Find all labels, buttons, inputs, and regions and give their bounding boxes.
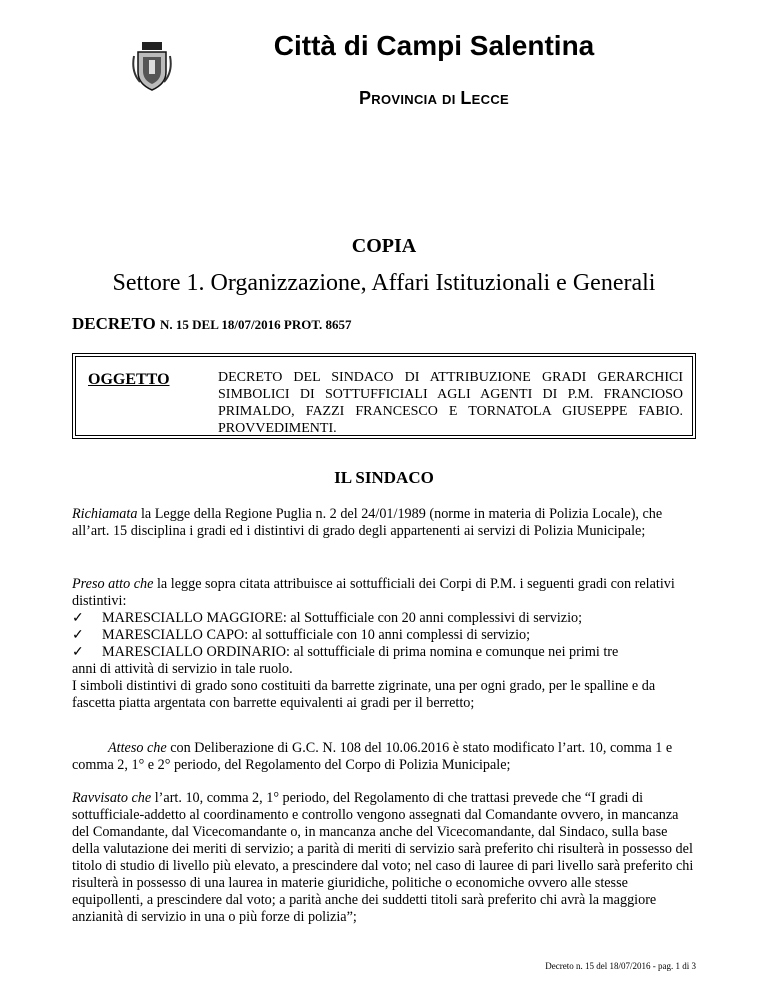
- paragraph-richiamata: [72, 506, 696, 540]
- paragraph-atteso: [72, 740, 696, 774]
- paragraph-ravvisato: [72, 790, 696, 926]
- preso-atto-text: la legge sopra citata attribuisce ai sottufficiali dei Corpi di P.M. i seguenti gradi con relativi distintivi:: [72, 576, 675, 609]
- oggetto-text: DECRETO DEL SINDACO DI ATTRIBUZIONE GRADI GERARCHICI SIMBOLICI DI SOTTUFFICIALI AGLI AGENTI DI P.M. FRANCIOSO PRIMALDO, FAZZI FRANCESCO E TORNATOLA GIUSEPPE FABIO. PROVVEDIMENTI.: [218, 370, 683, 436]
- checkmark-icon: ✓: [72, 644, 84, 660]
- list-item: [72, 627, 696, 644]
- checkmark-icon: ✓: [72, 627, 84, 643]
- richiamata-text: la Legge della Regione Puglia n. 2 del 24/01/1989 (norme in materia di Polizia Locale), che all’art. 15 disciplina i gradi ed i distintivi di grado degli appartenenti ai servizi di Polizia Municipale;: [72, 506, 663, 539]
- province-rest: ROVINCIA: [371, 92, 438, 107]
- province-subtitle: [0, 88, 768, 109]
- decreto-details: N. 15 DEL 18/07/2016 PROT. 8657: [160, 317, 352, 332]
- preso-atto-tail: I simboli distintivi di grado sono costituiti da barrette zigrinate, una per ogni grado, per le spalline e da fascetta piatta argentata con barrette equivalenti ai gradi per il berretto;: [72, 678, 656, 711]
- copia-heading: COPIA: [351, 235, 417, 257]
- city-title: Città di Campi Salentina: [273, 30, 595, 61]
- preso-atto-intro: [72, 576, 696, 610]
- preso-atto-lead: Preso atto che: [72, 576, 154, 592]
- atteso-text: con Deliberazione di G.C. N. 108 del 10.06.2016 è stato modificato l’art. 10, comma 1 e comma 2, 1° e 2° periodo, del Regolamento del Corpo di Polizia Municipale;: [72, 740, 673, 773]
- list-item: [72, 610, 696, 627]
- decreto-label: DECRETO: [72, 314, 156, 333]
- oggetto-label: OGGETTO: [88, 371, 170, 388]
- ravvisato-lead: Ravvisato che: [72, 790, 152, 806]
- province-di: DI: [442, 92, 456, 107]
- lecce-rest: ECCE: [471, 92, 509, 107]
- paragraph-preso-atto: [72, 576, 696, 712]
- ravvisato-text: l’art. 10, comma 2, 1° periodo, del Regolamento di che trattasi prevede che “I gradi di sottufficiale-addetto al coordinamento e controllo vengono assegnati dal Comandante ovvero, in mancanza del Comandante, dal Vicecomandante o, in mancanza anche del Vicecomandante, dal Sindaco, sulla base della valutazione dei meriti di servizio; a parità di meriti di servizio sarà preferito chi risulterà in possesso del titolo di studio di livello più elevato, a prescindere dal voto; nel caso di lauree di pari livello sarà preferito chi risulterà in possesso di una laurea in materie giuridiche, politiche o economiche ovvero alle stesse equipollenti, a prescindere dal voto; a parità anche dei suddetti titoli sarà preferito chi avrà la maggiore anzianità di servizio in una o più forze di polizia”;: [72, 790, 694, 925]
- decreto-line: [72, 314, 352, 334]
- list-item-continuation: anni di attività di servizio in tale ruolo.: [72, 661, 293, 677]
- checkmark-icon: ✓: [72, 610, 84, 626]
- list-item: [72, 644, 696, 661]
- lecce-initial: L: [460, 88, 472, 108]
- list-item-text: MARESCIALLO ORDINARIO: al sottufficiale di prima nomina e comunque nei primi tre: [102, 644, 619, 660]
- il-sindaco-heading: IL SINDACO: [334, 468, 434, 487]
- atteso-lead: Atteso che: [108, 740, 167, 756]
- list-item-text: MARESCIALLO CAPO: al sottufficiale con 10 anni complessi di servizio;: [102, 627, 531, 643]
- oggetto-box: [72, 353, 696, 439]
- list-item-text: MARESCIALLO MAGGIORE: al Sottufficiale con 20 anni complessivi di servizio;: [102, 610, 583, 626]
- province-initial: P: [358, 88, 372, 108]
- richiamata-lead: Richiamata: [72, 506, 138, 522]
- page-footer: Decreto n. 15 del 18/07/2016 - pag. 1 di 3: [545, 961, 696, 971]
- settore-heading: Settore 1. Organizzazione, Affari Istituzionali e Generali: [112, 270, 656, 296]
